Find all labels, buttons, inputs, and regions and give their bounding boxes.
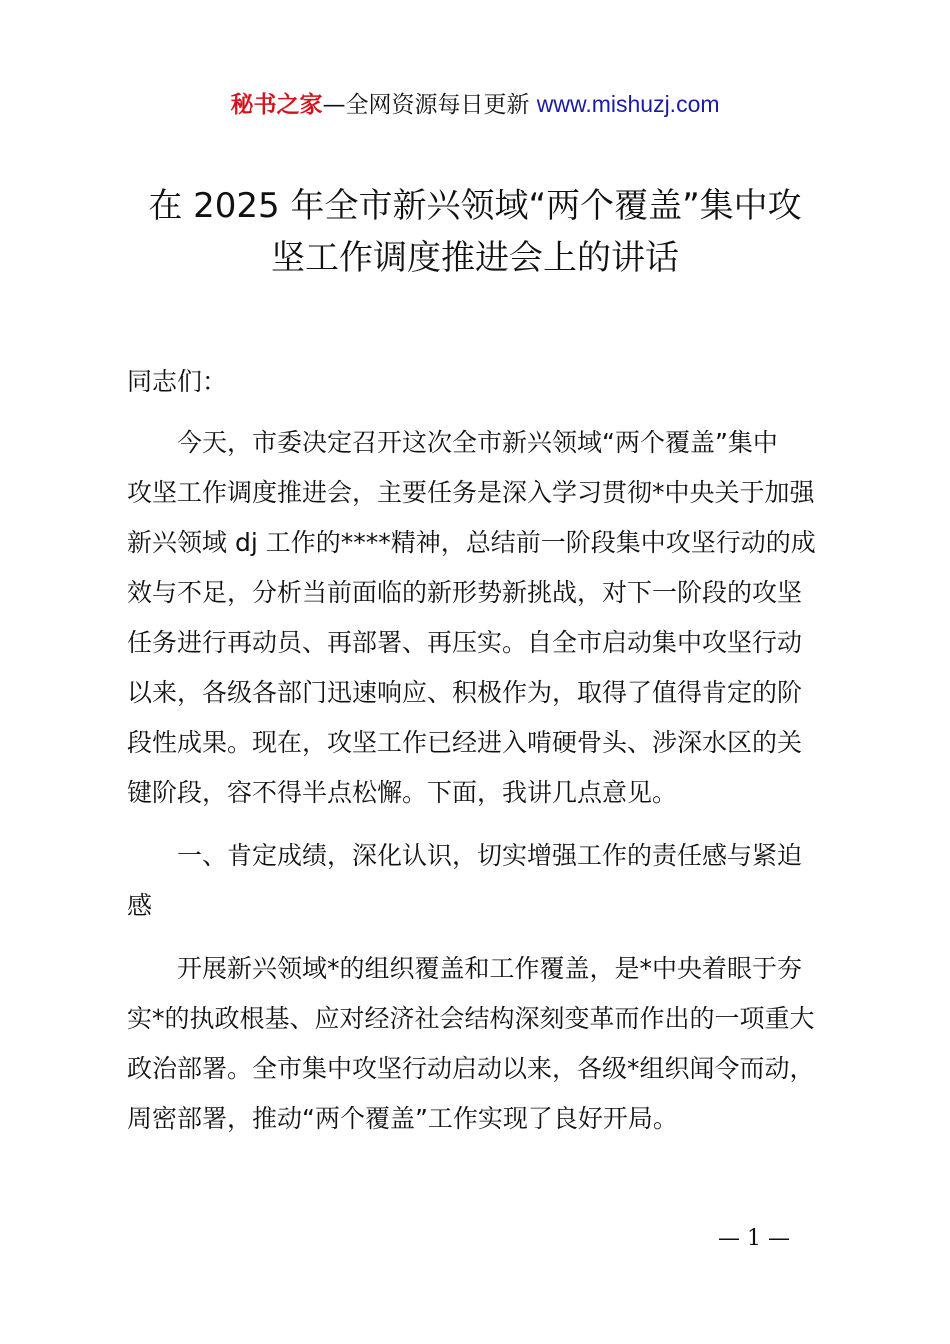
site-header (0, 88, 950, 121)
page-number: — 1 — (718, 1226, 790, 1251)
paragraph-line: 攻坚工作调度推进会，主要任务是深入学习贯彻*中央关于加强 (127, 478, 815, 507)
site-url[interactable]: www.mishuzj.com (536, 91, 720, 117)
brand-name: 秘书之家 (230, 92, 323, 118)
paragraph-line: 以来，各级各部门迅速响应、积极作为，取得了值得肯定的阶 (127, 678, 803, 707)
title-line-2: 坚工作调度推进会上的讲话 (271, 238, 679, 278)
paragraph-line: 效与不足，分析当前面临的新形势新挑战，对下一阶段的攻坚 (127, 578, 803, 607)
greeting: 同志们： (127, 367, 228, 396)
paragraph-intro (127, 418, 832, 818)
header-slogan: —全网资源每日更新 (322, 92, 530, 118)
heading-line: 一、肯定成绩，深化认识，切实增强工作的责任感与紧迫 (177, 841, 803, 870)
paragraph-line: 开展新兴领域*的组织覆盖和工作覆盖，是*中央着眼于夯 (177, 954, 803, 983)
paragraph-line: 周密部署，推动“两个覆盖”工作实现了良好开局。 (127, 1104, 678, 1133)
paragraph-line: 今天，市委决定召开这次全市新兴领域“两个覆盖”集中 (177, 428, 778, 457)
title-line-1: 在 2025 年全市新兴领域“两个覆盖”集中攻 (148, 186, 802, 226)
paragraph-line: 政治部署。全市集中攻坚行动启动以来，各级*组织闻令而动， (127, 1054, 815, 1083)
paragraph-line: 实*的执政根基、应对经济社会结构深刻变革而作出的一项重大 (127, 1004, 815, 1033)
paragraph-section-1 (127, 944, 832, 1144)
section-heading-1 (127, 831, 832, 931)
paragraph-line: 新兴领域 dj 工作的****精神，总结前一阶段集中攻坚行动的成 (127, 528, 816, 557)
paragraph-line: 键阶段，容不得半点松懈。下面，我讲几点意见。 (127, 778, 678, 807)
paragraph-line: 段性成果。现在，攻坚工作已经进入啃硬骨头、涉深水区的关 (127, 728, 803, 757)
document-title (100, 180, 850, 284)
paragraph-line: 任务进行再动员、再部署、再压实。自全市启动集中攻坚行动 (127, 628, 803, 657)
heading-line: 感 (127, 891, 153, 920)
